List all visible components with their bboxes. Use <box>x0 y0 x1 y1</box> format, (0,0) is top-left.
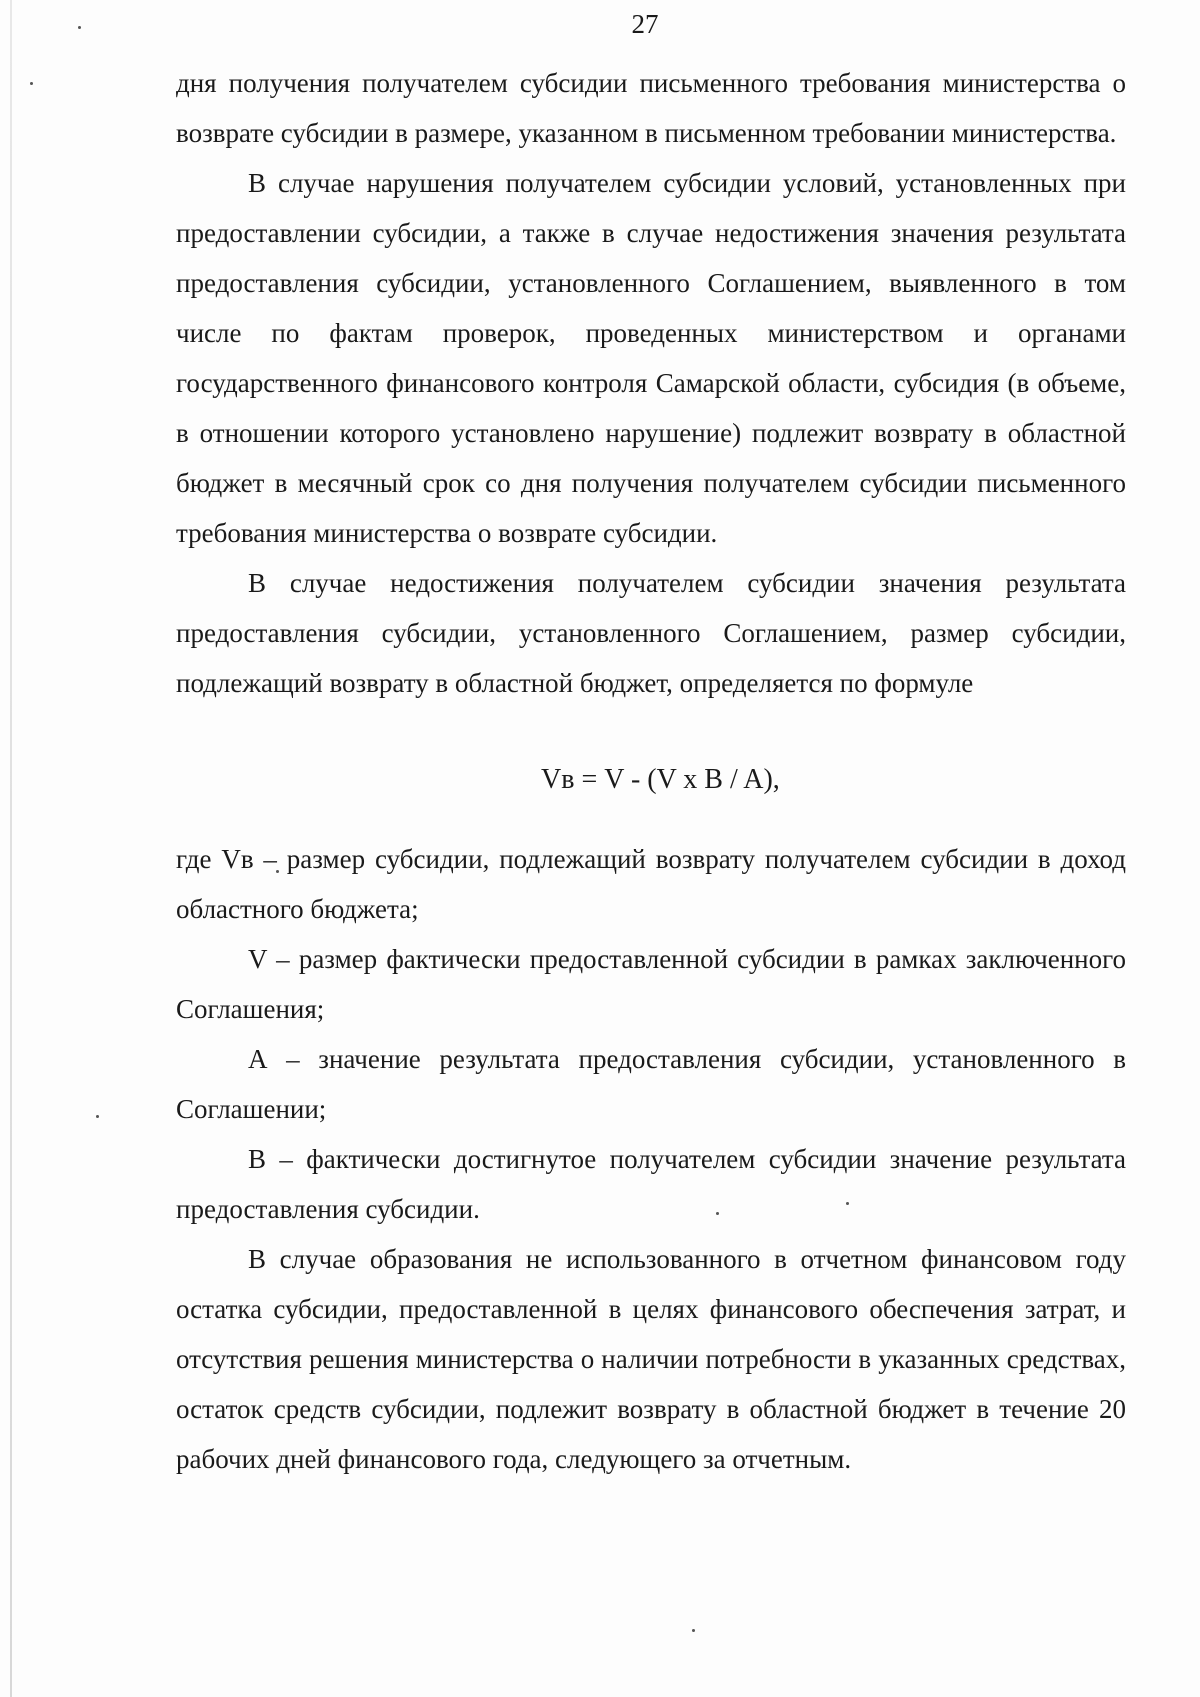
page-number: 27 <box>631 9 659 39</box>
document-body <box>176 58 1126 1484</box>
formula: Vв = V - (V х B / A), <box>541 764 780 795</box>
paragraph: В случае недостижения получателем субсидии значения результата предоставления субсидии, установленного Соглашением, размер субсидии, подлежащий возврату в областной бюджет, определяется по формуле <box>176 568 1126 698</box>
definition-paragraph: А – значение результата предоставления субсидии, установленного в Соглашении; <box>176 1044 1126 1124</box>
scan-edge-shadow <box>10 0 12 1697</box>
paragraph: дня получения получателем субсидии письменного требования министерства о возврате субсидии в размере, указанном в письменном требовании министерства. <box>176 68 1126 148</box>
scan-speck <box>692 1629 695 1632</box>
definition-paragraph: В – фактически достигнутое получателем субсидии значение результата предоставления субсидии. <box>176 1144 1126 1224</box>
closing-paragraph: В случае образования не использованного в отчетном финансовом году остатка субсидии, предоставленной в целях финансового обеспечения затрат, и отсутствия решения министерства о наличии потребности в указанных средствах, остаток средств субсидии, подлежит возврату в областной бюджет в течение 20 рабочих дней финансового года, следующего за отчетным. <box>176 1244 1126 1474</box>
scan-speck <box>30 82 33 85</box>
paragraph: В случае нарушения получателем субсидии условий, установленных при предоставлении субсидии, а также в случае недостижения значения результата предоставления субсидии, установленного Соглашением, выявленного в том числе по фактам проверок, проведенных министерством и органами государственного финансового контроля Самарской области, субсидия (в объеме, в отношении которого установлено нарушение) подлежит возврату в областной бюджет в месячный срок со дня получения получателем субсидии письменного требования министерства о возврате субсидии. <box>176 168 1126 548</box>
scan-speck <box>96 1115 99 1118</box>
definition-paragraph: V – размер фактически предоставленной субсидии в рамках заключенного Соглашения; <box>176 944 1126 1024</box>
definition-paragraph: где Vв – размер субсидии, подлежащий возврату получателем субсидии в доход областного бюджета; <box>176 844 1126 924</box>
